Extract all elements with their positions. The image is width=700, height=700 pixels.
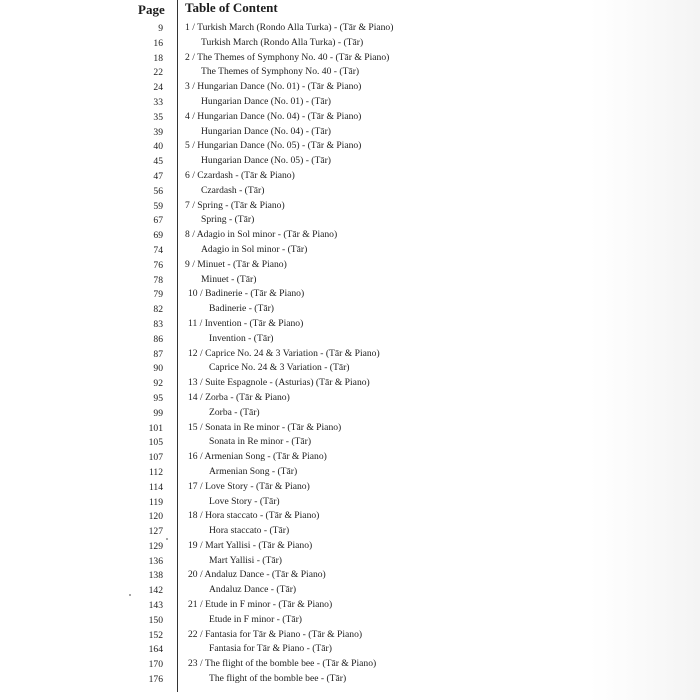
- toc-entry: [185, 170, 295, 181]
- toc-row: [0, 96, 700, 111]
- toc-item-number: 18 /: [188, 510, 203, 522]
- toc-entry: [188, 569, 326, 580]
- toc-item-title: Badinerie - (Tār): [209, 303, 274, 315]
- toc-entry: [209, 555, 282, 566]
- toc-entry: [188, 288, 304, 299]
- toc-entry: [185, 52, 389, 63]
- toc-item-title: Etude in F minor - (Tār & Piano): [205, 599, 333, 611]
- page-column-header: Page: [138, 2, 165, 17]
- toc-entry: [201, 244, 307, 255]
- toc-page-number: 152: [148, 629, 163, 641]
- toc-row: [0, 555, 700, 570]
- toc-entry: [185, 259, 287, 270]
- toc-page-number: 127: [148, 526, 163, 538]
- toc-row: [0, 436, 700, 451]
- toc-item-title: Minuet - (Tār): [201, 273, 257, 285]
- toc-page-number: 79: [153, 289, 163, 301]
- toc-row: [0, 126, 700, 141]
- toc-item-number: 22 /: [188, 628, 203, 640]
- toc-item-title: Zorba - (Tār): [209, 406, 260, 418]
- toc-item-number: 2 /: [185, 51, 195, 63]
- toc-row: [0, 155, 700, 170]
- toc-page-number: 99: [153, 407, 163, 419]
- toc-page-number: 16: [153, 37, 163, 49]
- toc-item-title: Adagio in Sol minor - (Tār): [201, 243, 308, 255]
- toc-entry: [201, 155, 331, 166]
- toc-row: [0, 170, 700, 185]
- toc-page-number: 45: [153, 156, 163, 168]
- toc-page-number: 18: [153, 52, 163, 64]
- toc-item-number: 16 /: [188, 451, 203, 463]
- toc-entry: [188, 451, 327, 462]
- toc-row: [0, 185, 700, 200]
- toc-row: [0, 599, 700, 614]
- toc-item-number: 20 /: [188, 569, 203, 581]
- toc-page-number: 87: [153, 348, 163, 360]
- toc-page-number: 24: [153, 82, 163, 94]
- toc-page-number: 101: [148, 422, 163, 434]
- toc-page-number: 114: [148, 481, 163, 493]
- toc-item-title: Fantasia for Tār & Piano - (Tār & Piano): [205, 628, 363, 640]
- toc-item-title: Andaluz Dance - (Tār & Piano): [204, 569, 326, 581]
- toc-item-title: Armenian Song - (Tār & Piano): [204, 451, 327, 463]
- toc-page-number: 136: [148, 555, 163, 567]
- toc-row: [0, 629, 700, 644]
- toc-row: [0, 348, 700, 363]
- toc-entry: [209, 466, 297, 477]
- toc-page-number: 112: [148, 466, 163, 478]
- toc-row: [0, 362, 700, 377]
- toc-page-number: 9: [158, 23, 163, 34]
- toc-item-title: Caprice No. 24 & 3 Variation - (Tār & Piano): [205, 347, 380, 359]
- toc-page-number: 78: [153, 274, 163, 286]
- toc-row: [0, 303, 700, 318]
- toc-item-number: 13 /: [188, 377, 203, 389]
- toc-entry: [185, 229, 337, 240]
- scan-speck: [166, 538, 168, 540]
- toc-item-title: Badinerie - (Tār & Piano): [205, 288, 305, 300]
- toc-entry: [188, 540, 312, 551]
- toc-page-number: 150: [148, 614, 163, 626]
- toc-item-number: 14 /: [188, 391, 203, 403]
- toc-item-number: 10 /: [188, 288, 203, 300]
- toc-row: [0, 392, 700, 407]
- toc-row: [0, 288, 700, 303]
- toc-item-number: 12 /: [188, 347, 203, 359]
- toc-title: Table of Content: [185, 0, 278, 15]
- toc-item-title: Adagio in Sol minor - (Tār & Piano): [196, 229, 338, 241]
- toc-entry: [209, 303, 274, 314]
- toc-item-title: Turkish March (Rondo Alla Turka) - (Tār): [201, 36, 364, 48]
- toc-page-number: 67: [153, 215, 163, 227]
- toc-entry: [185, 200, 285, 211]
- toc-item-title: Spring - (Tār): [201, 214, 255, 226]
- toc-page-number: 92: [153, 378, 163, 390]
- toc-item-title: The Themes of Symphony No. 40 - (Tār & Piano): [197, 51, 390, 63]
- toc-item-title: Love Story - (Tār): [209, 495, 280, 507]
- toc-row: [0, 244, 700, 259]
- toc-row: [0, 451, 700, 466]
- toc-page-number: 40: [153, 141, 163, 153]
- toc-page-number: 82: [153, 304, 163, 316]
- toc-item-title: Sonata in Re minor - (Tār & Piano): [205, 421, 342, 433]
- toc-entry: [201, 126, 331, 137]
- toc-item-title: Zorba - (Tār & Piano): [205, 391, 290, 403]
- toc-row: [0, 200, 700, 215]
- toc-page-number: 129: [148, 540, 163, 552]
- toc-page-number: 107: [148, 452, 163, 464]
- toc-entry: [209, 496, 280, 507]
- toc-entry: [209, 407, 260, 418]
- toc-entry: [185, 22, 393, 33]
- toc-row: [0, 318, 700, 333]
- toc-item-title: Sonata in Re minor - (Tār): [209, 436, 312, 448]
- toc-entry: [188, 510, 319, 521]
- toc-entry: [201, 185, 264, 196]
- toc-page-number: 86: [153, 333, 163, 345]
- toc-entry: [201, 66, 359, 77]
- toc-item-title: Mart Yallisi - (Tār): [209, 554, 283, 566]
- toc-item-number: 17 /: [188, 480, 203, 492]
- toc-page-number: 74: [153, 244, 163, 256]
- toc-entry: [201, 274, 256, 285]
- toc-item-number: 1 /: [185, 22, 195, 33]
- toc-page-number: 142: [148, 585, 163, 597]
- toc-entry: [188, 318, 303, 329]
- toc-page-number: 35: [153, 111, 163, 123]
- toc-page-number: 143: [148, 600, 163, 612]
- toc-page-number: 59: [153, 200, 163, 212]
- toc-entry: [201, 37, 363, 48]
- toc-item-title: The Themes of Symphony No. 40 - (Tār): [201, 66, 360, 78]
- toc-row: [0, 643, 700, 658]
- toc-row: [0, 584, 700, 599]
- toc-item-title: Invention - (Tār & Piano): [204, 317, 304, 329]
- toc-item-title: Etude in F minor - (Tār): [209, 613, 302, 625]
- toc-entry: [201, 96, 331, 107]
- toc-page-number: 138: [148, 570, 163, 582]
- toc-item-title: Spring - (Tār & Piano): [197, 199, 285, 211]
- toc-item-title: Czardash - (Tār & Piano): [197, 169, 295, 181]
- toc-row: [0, 111, 700, 126]
- toc-row: [0, 22, 700, 37]
- toc-item-title: Hungarian Dance (No. 04) - (Tār & Piano): [197, 110, 362, 122]
- toc-page-number: 95: [153, 392, 163, 404]
- toc-item-title: Czardash - (Tār): [201, 184, 265, 196]
- toc-entry: [188, 481, 310, 492]
- toc-item-number: 15 /: [188, 421, 203, 433]
- toc-row: [0, 377, 700, 392]
- toc-entry: [185, 140, 361, 151]
- toc-page-number: 39: [153, 126, 163, 138]
- toc-entry: [188, 377, 370, 388]
- toc-row: [0, 274, 700, 289]
- toc-page-number: 56: [153, 185, 163, 197]
- toc-item-title: Andaluz Dance - (Tār): [209, 584, 297, 596]
- toc-row: [0, 422, 700, 437]
- toc-row: [0, 81, 700, 96]
- toc-row: [0, 481, 700, 496]
- toc-item-title: Hungarian Dance (No. 05) - (Tār & Piano): [197, 140, 362, 152]
- toc-item-title: Turkish March (Rondo Alla Turka) - (Tār & Piano): [197, 22, 394, 33]
- toc-item-title: Fantasia for Tār & Piano - (Tār): [209, 643, 332, 655]
- toc-item-title: Mart Yallisi - (Tār & Piano): [205, 539, 313, 551]
- toc-entry: [209, 333, 273, 344]
- toc-row: [0, 614, 700, 629]
- toc-row: [0, 259, 700, 274]
- toc-entry: [209, 673, 346, 684]
- toc-item-title: Hungarian Dance (No. 04) - (Tār): [201, 125, 331, 137]
- toc-row: [0, 333, 700, 348]
- toc-page-number: 90: [153, 363, 163, 375]
- toc-page-number: 105: [148, 437, 163, 449]
- toc-item-title: Hungarian Dance (No. 01) - (Tār & Piano): [197, 81, 362, 93]
- toc-item-title: Suite Espagnole - (Asturias) (Tār & Piano): [205, 377, 370, 389]
- toc-entry: [188, 348, 380, 359]
- toc-page-number: 164: [148, 644, 163, 656]
- toc-item-title: Hungarian Dance (No. 05) - (Tār): [201, 155, 331, 167]
- toc-row: [0, 673, 700, 688]
- toc-item-number: 6 /: [185, 169, 195, 181]
- toc-item-number: 3 /: [185, 81, 195, 93]
- toc-item-number: 4 /: [185, 110, 195, 122]
- scan-speck: [129, 594, 131, 596]
- toc-entry: [209, 584, 296, 595]
- toc-item-number: 23 /: [188, 658, 203, 670]
- toc-item-title: Hora staccato - (Tār): [209, 525, 290, 537]
- toc-row: [0, 466, 700, 481]
- toc-item-number: 8 /: [185, 229, 195, 241]
- toc-row: [0, 525, 700, 540]
- toc-page-number: 170: [148, 659, 163, 671]
- toc-entry: [185, 81, 361, 92]
- toc-item-title: Armenian Song - (Tār): [209, 465, 298, 477]
- toc-item-number: 5 /: [185, 140, 195, 152]
- toc-item-number: 21 /: [188, 599, 203, 611]
- toc-entry: [209, 436, 311, 447]
- toc-item-title: Hora staccato - (Tār & Piano): [205, 510, 320, 522]
- toc-row: [0, 496, 700, 511]
- toc-entry: [209, 643, 332, 654]
- toc-page-number: 83: [153, 318, 163, 330]
- toc-page-number: 33: [153, 96, 163, 108]
- toc-item-title: Love Story - (Tār & Piano): [205, 480, 310, 492]
- toc-item-title: Caprice No. 24 & 3 Variation - (Tār): [209, 362, 350, 374]
- toc-page-number: 69: [153, 230, 163, 242]
- toc-entry: [209, 362, 350, 373]
- toc-page-number: 22: [153, 67, 163, 79]
- toc-item-number: 7 /: [185, 199, 195, 211]
- toc-list: [0, 22, 700, 688]
- toc-entry: [185, 111, 361, 122]
- toc-entry: [188, 422, 341, 433]
- toc-entry: [188, 392, 290, 403]
- toc-item-number: 19 /: [188, 539, 203, 551]
- toc-row: [0, 214, 700, 229]
- toc-item-title: Invention - (Tār): [209, 332, 274, 344]
- toc-page-number: 76: [153, 259, 163, 271]
- toc-entry: [209, 525, 289, 536]
- toc-entry: [209, 614, 302, 625]
- toc-entry: [188, 658, 376, 669]
- toc-row: [0, 66, 700, 81]
- toc-row: [0, 540, 700, 555]
- toc-row: [0, 407, 700, 422]
- toc-item-title: Hungarian Dance (No. 01) - (Tār): [201, 95, 331, 107]
- toc-row: [0, 140, 700, 155]
- toc-item-title: The flight of the bomble bee - (Tār): [209, 673, 347, 685]
- toc-item-number: 11 /: [188, 317, 203, 329]
- toc-entry: [188, 629, 362, 640]
- toc-row: [0, 510, 700, 525]
- toc-item-number: 9 /: [185, 258, 195, 270]
- toc-row: [0, 52, 700, 67]
- toc-item-title: The flight of the bomble bee - (Tār & Piano): [204, 658, 377, 670]
- toc-page-number: 120: [148, 511, 163, 523]
- toc-entry: [201, 214, 254, 225]
- toc-item-title: Minuet - (Tār & Piano): [197, 258, 287, 270]
- toc-page-number: 176: [148, 674, 163, 686]
- toc-row: [0, 37, 700, 52]
- toc-row: [0, 569, 700, 584]
- toc-entry: [188, 599, 332, 610]
- toc-page-number: 119: [148, 496, 163, 508]
- toc-row: [0, 658, 700, 673]
- toc-page-number: 47: [153, 170, 163, 182]
- toc-row: [0, 229, 700, 244]
